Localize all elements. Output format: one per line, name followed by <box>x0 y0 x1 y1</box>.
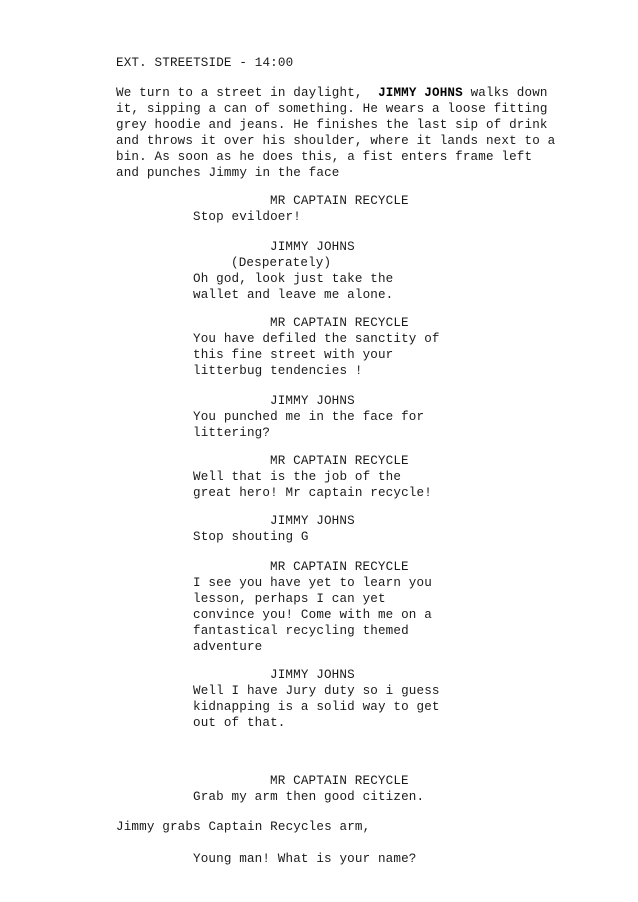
dialogue-line: Well I have Jury duty so i guess <box>193 684 440 698</box>
dialogue-line: Stop shouting G <box>193 530 309 544</box>
action-line: bin. As soon as he does this, a fist enters frame left <box>116 150 533 164</box>
dialogue-line: kidnapping is a solid way to get <box>193 700 440 714</box>
character-cue: MR CAPTAIN RECYCLE <box>270 194 409 208</box>
character-cue: MR CAPTAIN RECYCLE <box>270 454 409 468</box>
dialogue-line: litterbug tendencies ! <box>193 364 363 378</box>
dialogue-line: Oh god, look just take the <box>193 272 394 286</box>
scene-heading: EXT. STREETSIDE - 14:00 <box>116 56 294 70</box>
dialogue-line: adventure <box>193 640 263 654</box>
action-line: Jimmy grabs Captain Recycles arm, <box>116 820 371 834</box>
dialogue-line: fantastical recycling themed <box>193 624 409 638</box>
dialogue-line: littering? <box>193 426 271 440</box>
action-line: and throws it over his shoulder, where it lands next to a <box>116 134 556 148</box>
character-cue: JIMMY JOHNS <box>270 240 355 254</box>
dialogue-line: Grab my arm then good citizen. <box>193 790 425 804</box>
dialogue-line: wallet and leave me alone. <box>193 288 394 302</box>
action-line: and punches Jimmy in the face <box>116 166 340 180</box>
action-text: walks down <box>462 86 548 100</box>
dialogue-line: this fine street with your <box>193 348 394 362</box>
dialogue-line: I see you have yet to learn you <box>193 576 432 590</box>
dialogue-line: convince you! Come with me on a <box>193 608 432 622</box>
action-line <box>116 86 548 101</box>
dialogue-line: out of that. <box>193 716 286 730</box>
dialogue-line: Well that is the job of the <box>193 470 402 484</box>
dialogue-line: great hero! Mr captain recycle! <box>193 486 432 500</box>
dialogue-line: lesson, perhaps I can yet <box>193 592 386 606</box>
action-line: it, sipping a can of something. He wears a loose fitting <box>116 102 548 116</box>
dialogue-line: Stop evildoer! <box>193 210 301 224</box>
action-text: We turn to a street in daylight, <box>116 86 379 100</box>
action-line: grey hoodie and jeans. He finishes the last sip of drink <box>116 118 548 132</box>
character-cue: MR CAPTAIN RECYCLE <box>270 560 409 574</box>
dialogue-line: Young man! What is your name? <box>193 852 417 866</box>
dialogue-line: You have defiled the sanctity of <box>193 332 440 346</box>
parenthetical: (Desperately) <box>231 256 332 270</box>
character-cue: MR CAPTAIN RECYCLE <box>270 774 409 788</box>
character-intro: JIMMY JOHNS <box>378 86 463 100</box>
dialogue-line: You punched me in the face for <box>193 410 425 424</box>
character-cue: MR CAPTAIN RECYCLE <box>270 316 409 330</box>
character-cue: JIMMY JOHNS <box>270 394 355 408</box>
character-cue: JIMMY JOHNS <box>270 514 355 528</box>
character-cue: JIMMY JOHNS <box>270 668 355 682</box>
